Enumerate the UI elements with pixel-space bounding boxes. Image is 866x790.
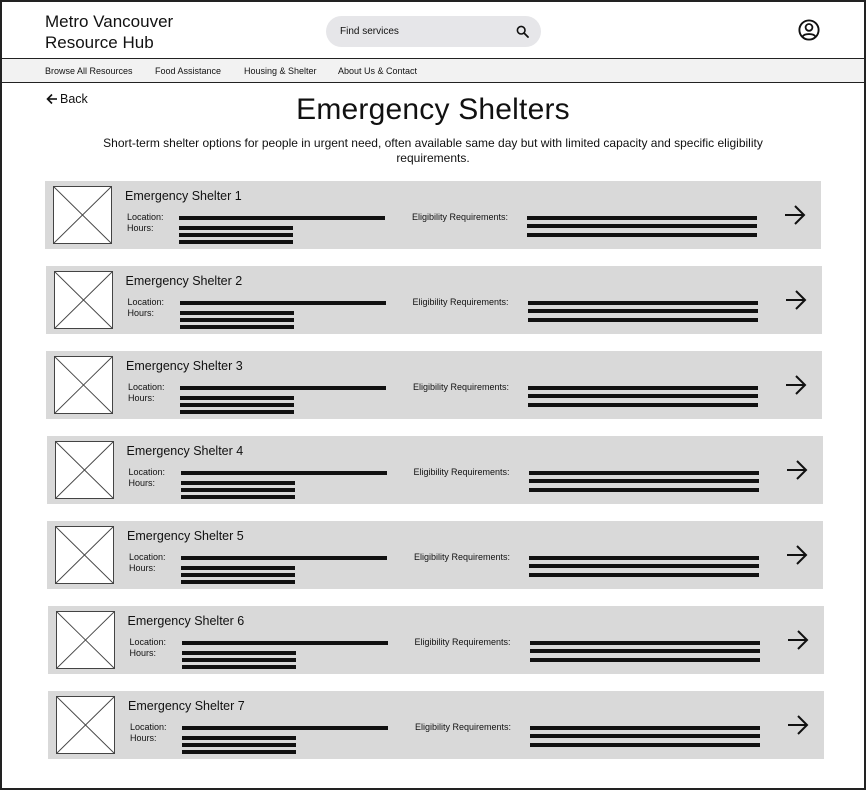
eligibility-text-placeholder <box>530 658 760 662</box>
shelter-name: Emergency Shelter 5 <box>127 529 244 543</box>
location-label: Location: <box>129 552 166 562</box>
location-text-placeholder <box>180 386 386 390</box>
eligibility-text-placeholder <box>530 641 760 645</box>
hours-label: Hours: <box>128 478 156 488</box>
shelter-name: Emergency Shelter 4 <box>126 444 244 458</box>
eligibility-text-placeholder <box>530 743 760 747</box>
account-icon[interactable] <box>798 19 820 41</box>
location-text-placeholder <box>181 471 387 475</box>
page-title: Emergency Shelters <box>296 93 570 126</box>
eligibility-label: Eligibility Requirements: <box>412 297 509 307</box>
hours-text-placeholder <box>182 736 296 740</box>
hours-text-placeholder <box>180 311 294 315</box>
hours-text-placeholder <box>182 665 296 669</box>
eligibility-text-placeholder <box>527 224 757 228</box>
location-label: Location: <box>127 212 164 222</box>
image-placeholder-icon <box>54 356 113 414</box>
nav-item-housing-shelter[interactable]: Housing & Shelter <box>244 66 317 76</box>
arrow-right-icon[interactable] <box>786 629 810 651</box>
back-label: Back <box>60 92 88 106</box>
hours-text-placeholder <box>179 226 293 230</box>
hours-text-placeholder <box>181 573 295 577</box>
arrow-right-icon[interactable] <box>783 204 807 226</box>
hours-label: Hours: <box>128 393 155 403</box>
image-placeholder-icon <box>56 611 115 669</box>
eligibility-text-placeholder <box>529 479 759 483</box>
arrow-right-icon[interactable] <box>786 714 810 736</box>
eligibility-text-placeholder <box>530 649 760 653</box>
hours-text-placeholder <box>179 240 293 244</box>
main-nav <box>2 58 864 83</box>
header <box>2 2 864 58</box>
location-text-placeholder <box>182 641 388 645</box>
nav-item-about-contact[interactable]: About Us & Contact <box>338 66 418 76</box>
hours-text-placeholder <box>182 658 296 662</box>
location-text-placeholder <box>180 301 386 305</box>
hours-text-placeholder <box>180 403 294 407</box>
hours-text-placeholder <box>182 743 296 747</box>
shelter-name: Emergency Shelter 6 <box>127 614 245 628</box>
shelter-card[interactable] <box>46 266 822 334</box>
eligibility-text-placeholder <box>528 403 758 407</box>
eligibility-label: Eligibility Requirements: <box>412 212 509 222</box>
site-title[interactable]: Metro Vancouver Resource Hub <box>45 12 174 52</box>
eligibility-text-placeholder <box>530 734 760 738</box>
shelter-image-placeholder <box>56 611 115 669</box>
shelter-name: Emergency Shelter 3 <box>126 359 243 373</box>
hours-text-placeholder <box>180 396 294 400</box>
shelter-card[interactable] <box>48 691 824 759</box>
hours-text-placeholder <box>179 233 293 237</box>
eligibility-text-placeholder <box>529 564 759 568</box>
hours-label: Hours: <box>129 648 157 658</box>
arrow-right-icon[interactable] <box>785 544 809 566</box>
shelter-card[interactable] <box>45 181 821 249</box>
shelter-image-placeholder <box>54 356 113 414</box>
location-label: Location: <box>130 722 167 732</box>
shelter-card[interactable] <box>47 436 823 504</box>
nav-item-browse-all-resources[interactable]: Browse All Resources <box>45 66 133 76</box>
hours-text-placeholder <box>180 318 294 322</box>
eligibility-text-placeholder <box>528 301 758 305</box>
eligibility-text-placeholder <box>527 216 757 220</box>
eligibility-label: Eligibility Requirements: <box>414 637 511 647</box>
hours-text-placeholder <box>181 488 295 492</box>
arrow-right-icon[interactable] <box>784 374 808 396</box>
location-text-placeholder <box>179 216 385 220</box>
image-placeholder-icon <box>54 271 113 329</box>
search-icon[interactable] <box>516 25 529 38</box>
shelter-name: Emergency Shelter 2 <box>125 274 243 288</box>
hours-text-placeholder <box>181 481 295 485</box>
nav-item-food-assistance[interactable]: Food Assistance <box>155 66 222 76</box>
arrow-right-icon[interactable] <box>784 289 808 311</box>
hours-text-placeholder <box>181 580 295 584</box>
eligibility-label: Eligibility Requirements: <box>413 382 510 392</box>
page-description: Short-term shelter options for people in urgent need, often available same day but with limited capacity and specific eligibility requirements. <box>103 136 763 165</box>
image-placeholder-icon <box>53 186 112 244</box>
eligibility-label: Eligibility Requirements: <box>414 552 511 562</box>
eligibility-text-placeholder <box>528 309 758 313</box>
search-input[interactable] <box>340 24 500 39</box>
hours-text-placeholder <box>181 495 295 499</box>
shelter-name: Emergency Shelter 1 <box>125 189 242 203</box>
image-placeholder-icon <box>55 441 114 499</box>
eligibility-text-placeholder <box>529 471 759 475</box>
location-label: Location: <box>129 637 167 647</box>
eligibility-text-placeholder <box>529 488 759 492</box>
image-placeholder-icon <box>55 526 114 584</box>
hours-text-placeholder <box>180 410 294 414</box>
shelter-image-placeholder <box>55 441 114 499</box>
shelter-image-placeholder <box>55 526 114 584</box>
hours-text-placeholder <box>182 651 296 655</box>
location-label: Location: <box>128 382 165 392</box>
eligibility-text-placeholder <box>530 726 760 730</box>
location-label: Location: <box>128 467 166 477</box>
location-label: Location: <box>127 297 165 307</box>
shelter-name: Emergency Shelter 7 <box>128 699 245 713</box>
location-text-placeholder <box>182 726 388 730</box>
hours-label: Hours: <box>130 733 157 743</box>
shelter-card[interactable] <box>48 606 824 674</box>
eligibility-text-placeholder <box>529 573 759 577</box>
image-placeholder-icon <box>56 696 115 754</box>
eligibility-text-placeholder <box>528 386 758 390</box>
eligibility-label: Eligibility Requirements: <box>413 467 510 477</box>
hours-text-placeholder <box>182 750 296 754</box>
eligibility-label: Eligibility Requirements: <box>415 722 512 732</box>
shelter-image-placeholder <box>53 186 112 244</box>
shelter-image-placeholder <box>54 271 113 329</box>
eligibility-text-placeholder <box>528 394 758 398</box>
shelter-card[interactable] <box>46 351 822 419</box>
eligibility-text-placeholder <box>527 233 757 237</box>
hours-text-placeholder <box>181 566 295 570</box>
shelter-card[interactable] <box>47 521 823 589</box>
hours-label: Hours: <box>127 308 155 318</box>
hours-label: Hours: <box>129 563 156 573</box>
eligibility-text-placeholder <box>528 318 758 322</box>
arrow-right-icon[interactable] <box>785 459 809 481</box>
shelter-image-placeholder <box>56 696 115 754</box>
search-bar[interactable] <box>326 16 541 47</box>
location-text-placeholder <box>181 556 387 560</box>
hours-text-placeholder <box>180 325 294 329</box>
eligibility-text-placeholder <box>529 556 759 560</box>
hours-label: Hours: <box>127 223 154 233</box>
